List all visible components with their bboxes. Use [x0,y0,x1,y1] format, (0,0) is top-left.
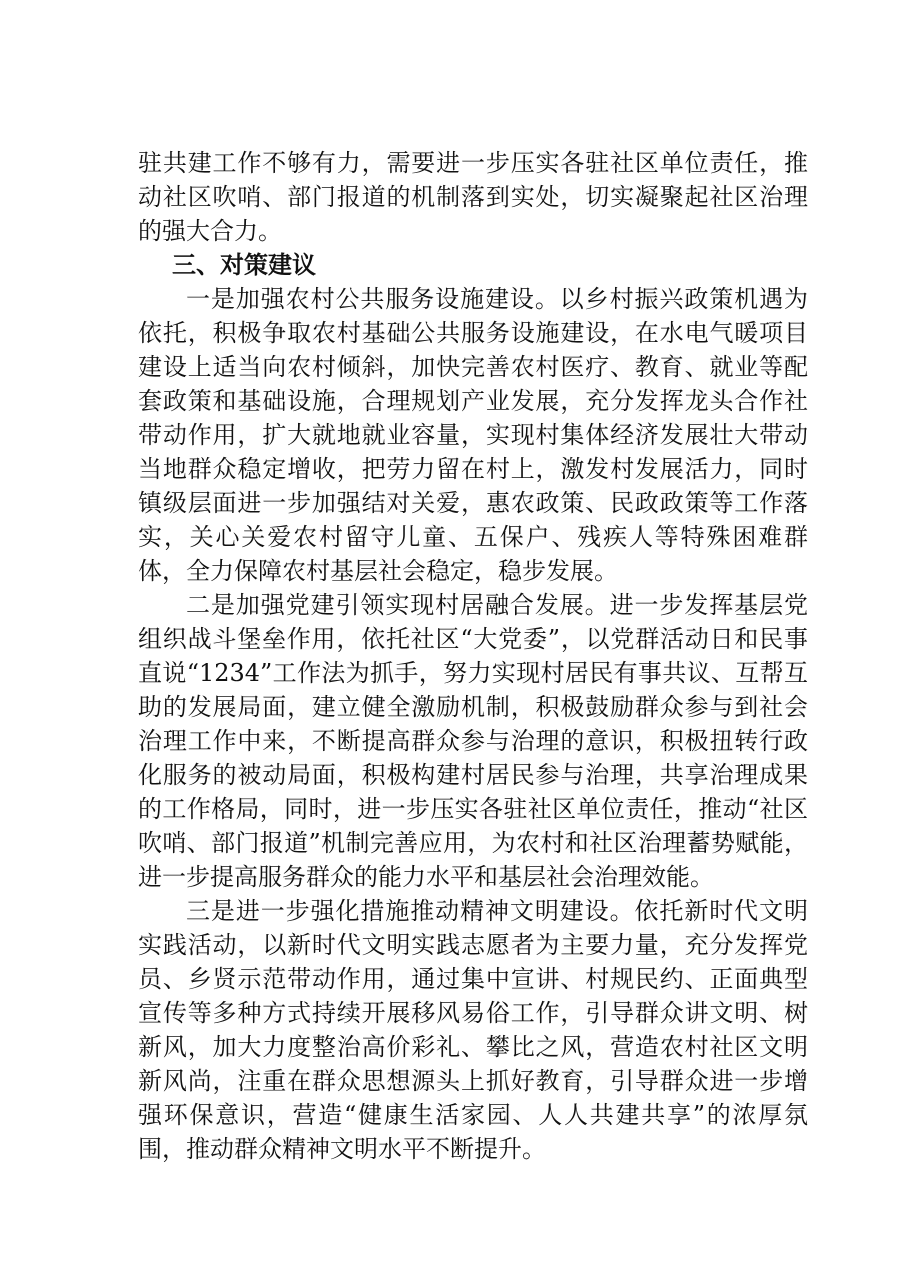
paragraph-rural-services: 一是加强农村公共服务设施建设。以乡村振兴政策机遇为依托，积极争取农村基础公共服务设施建设，在水电气暖项目建设上适当向农村倾斜，加快完善农村医疗、教育、就业等配套政策和基础设施，合理规划产业发展，充分发挥龙头合作社带动作用，扩大就地就业容量，实现村集体经济发展壮大带动当地群众稳定增收，把劳力留在村上，激发村发展活力，同时镇级层面进一步加强结对关爱，惠农政策、民政政策等工作落实，关心关爱农村留守儿童、五保户、残疾人等特殊困难群体，全力保障农村基层社会稳定，稳步发展。 [138,285,808,585]
paragraph-party-building: 二是加强党建引领实现村居融合发展。进一步发挥基层党组织战斗堡垒作用，依托社区“大党委”，以党群活动日和民事直说“1234”工作法为抓手，努力实现村居民有事共议、互帮互助的发展局面，建立健全激励机制，积极鼓励群众参与到社会治理工作中来，不断提高群众参与治理的意识，积极扭转行政化服务的被动局面，积极构建村居民参与治理，共享治理成果的工作格局，同时，进一步压实各驻社区单位责任，推动“社区吹哨、部门报道”机制完善应用，为农村和社区治理蓄势赋能，进一步提高服务群众的能力水平和基层社会治理效能。 [138,591,808,891]
continuation-paragraph: 驻共建工作不够有力，需要进一步压实各驻社区单位责任，推动社区吹哨、部门报道的机制落到实处，切实凝聚起社区治理的强大合力。 [138,149,808,245]
paragraph-civilization: 三是进一步强化措施推动精神文明建设。依托新时代文明实践活动，以新时代文明实践志愿者为主要力量，充分发挥党员、乡贤示范带动作用，通过集中宣讲、村规民约、正面典型宣传等多种方式持续开展移风易俗工作，引导群众讲文明、树新风，加大力度整治高价彩礼、攀比之风，营造农村社区文明新风尚，注重在群众思想源头上抓好教育，引导群众进一步增强环保意识，营造“健康生活家园、人人共建共享”的浓厚氛围，推动群众精神文明水平不断提升。 [138,897,808,1163]
section-heading: 三、对策建议 [172,251,316,279]
document-body [138,146,808,1166]
